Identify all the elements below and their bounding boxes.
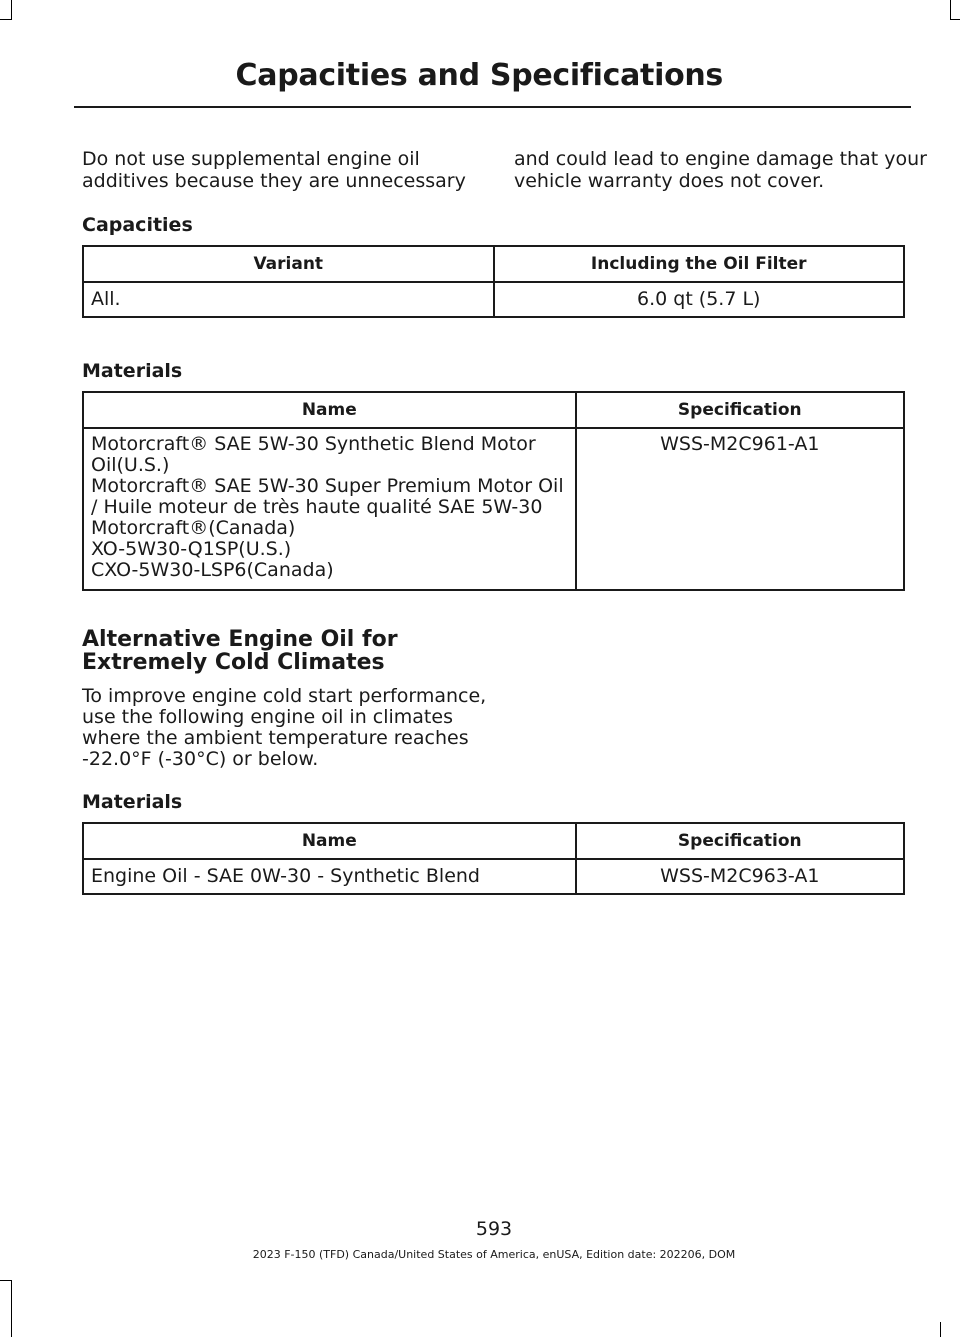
material-name-line: XO-5W30-Q1SP(U.S.) — [91, 538, 292, 560]
header-rule — [74, 106, 911, 108]
page-number: 593 — [475, 1218, 513, 1240]
paragraph-line: To improve engine cold start performance, — [82, 685, 487, 707]
table-header-row — [83, 246, 904, 282]
specification-cell: WSS-M2C961-A1 — [576, 428, 904, 590]
column-header-name: Name — [83, 823, 576, 859]
material-name-line: Motorcraft® SAE 5W-30 Synthetic Blend Motor — [91, 433, 536, 455]
material-name-line: Motorcraft® SAE 5W-30 Super Premium Motor Oil — [91, 475, 564, 497]
paragraph-line: -22.0°F (-30°C) or below. — [82, 748, 319, 770]
materials-label: Materials — [82, 360, 183, 382]
capacities-label: Capacities — [82, 214, 193, 236]
edition-footer: 2023 F-150 (TFD) Canada/United States of America, enUSA, Edition date: 202206, DOM — [252, 1248, 736, 1261]
table-header-row — [83, 823, 904, 859]
material-name-cell — [83, 428, 576, 590]
material-name-line: Oil(U.S.) — [91, 454, 170, 476]
materials-label: Materials — [82, 791, 183, 813]
cold-materials-table — [82, 822, 905, 895]
intro-line: vehicle warranty does not cover. — [514, 170, 825, 192]
intro-text-right — [514, 148, 927, 192]
material-name-line: / Huile moteur de très haute qualité SAE 5W-30 — [91, 496, 543, 518]
material-name-line: Motorcraft®(Canada) — [91, 517, 296, 539]
table-row — [83, 428, 904, 590]
cold-climate-paragraph — [82, 686, 502, 770]
material-name-cell: Engine Oil - SAE 0W-30 - Synthetic Blend — [83, 859, 576, 894]
crop-mark — [0, 19, 12, 20]
column-header-variant: Variant — [83, 246, 494, 282]
paragraph-line: where the ambient temperature reaches — [82, 727, 469, 749]
column-header-specification: Specification — [576, 823, 904, 859]
heading-line: Extremely Cold Climates — [82, 650, 385, 675]
table-header-row — [83, 392, 904, 428]
table-row — [83, 859, 904, 894]
crop-mark — [11, 0, 12, 20]
capacities-table — [82, 245, 905, 318]
intro-line: additives because they are unnecessary — [82, 170, 466, 192]
heading-line: Alternative Engine Oil for — [82, 627, 398, 652]
crop-mark — [0, 1280, 12, 1281]
materials-table — [82, 391, 905, 591]
crop-mark — [950, 19, 960, 20]
crop-mark — [11, 1280, 12, 1337]
crop-mark — [950, 0, 951, 20]
intro-line: and could lead to engine damage that your — [514, 148, 927, 170]
column-header-specification: Specification — [576, 392, 904, 428]
table-row — [83, 282, 904, 317]
page-title: Capacities and Specifications — [235, 58, 723, 93]
intro-line: Do not use supplemental engine oil — [82, 148, 420, 170]
variant-cell: All. — [83, 282, 494, 317]
intro-text-left — [82, 148, 482, 192]
section-heading — [82, 628, 398, 674]
crop-mark — [940, 1322, 941, 1337]
column-header-name: Name — [83, 392, 576, 428]
material-name-line: CXO-5W30-LSP6(Canada) — [91, 559, 334, 581]
paragraph-line: use the following engine oil in climates — [82, 706, 453, 728]
capacity-cell: 6.0 qt (5.7 L) — [494, 282, 905, 317]
column-header-oil-filter: Including the Oil Filter — [494, 246, 905, 282]
specification-cell: WSS-M2C963-A1 — [576, 859, 904, 894]
